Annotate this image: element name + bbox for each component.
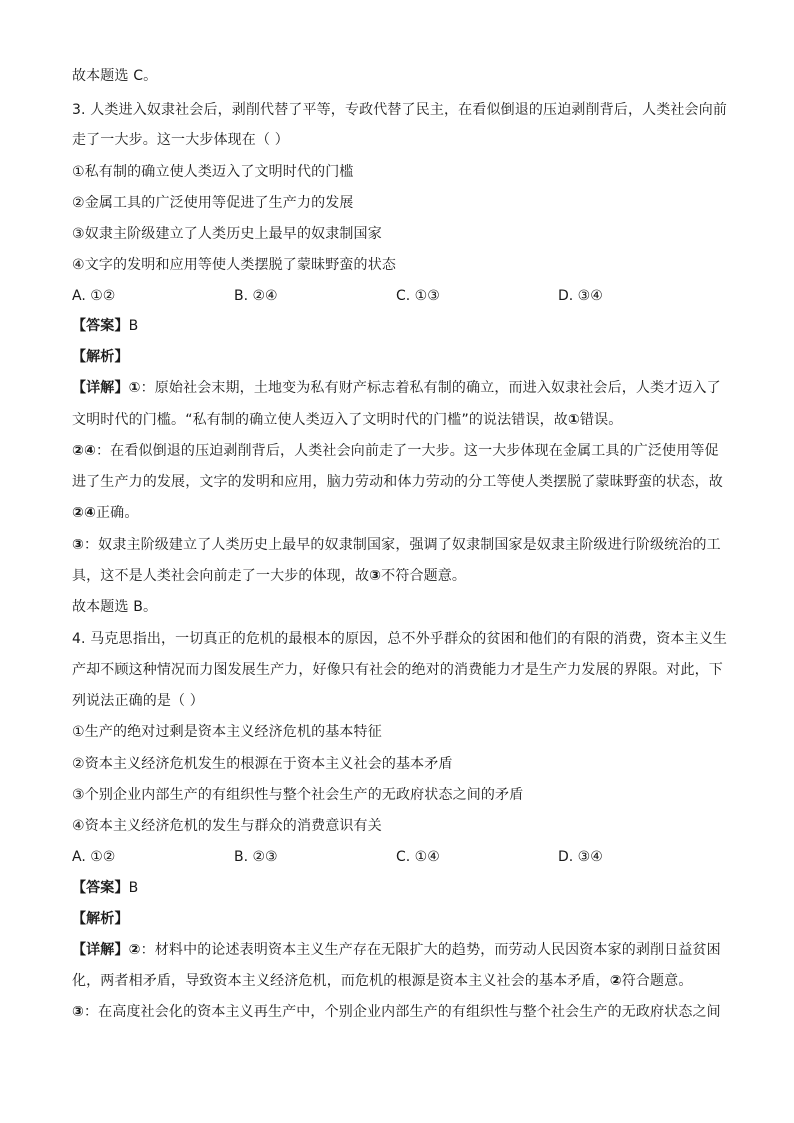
q4-item-4: ④资本主义经济危机的发生与群众的消费意识有关 bbox=[72, 818, 382, 834]
q4-detail-line1 bbox=[72, 940, 732, 960]
q4-option-b: B. ②③ bbox=[234, 849, 278, 865]
q3-conclusion: 故本题选 B。 bbox=[72, 599, 158, 615]
point-mark: ② bbox=[128, 942, 141, 958]
point-mark: ① bbox=[567, 412, 580, 428]
answer-tag: 【答案】 bbox=[72, 318, 129, 334]
detail-text: ：奴隶主阶级建立了人类历史上最早的奴隶制国家，强调了奴隶制国家是奴隶主阶级进行阶级统治的工 bbox=[84, 537, 721, 553]
detail-tag: 【详解】 bbox=[72, 942, 129, 958]
detail-text: ：在高度社会化的资本主义再生产中，个别企业内部生产的有组织性与整个社会生产的无政府状态之间 bbox=[84, 1004, 721, 1020]
q3-detail-line1 bbox=[72, 378, 732, 398]
answer-value: B bbox=[128, 318, 139, 334]
answer-value: B bbox=[128, 880, 139, 896]
detail-text: ：材料中的论述表明资本主义生产存在无限扩大的趋势，而劳动人民因资本家的剥削日益贫困 bbox=[140, 942, 721, 958]
detail-text: 符合题意。 bbox=[621, 973, 693, 989]
detail-text: ：在看似倒退的压迫剥削背后，人类社会向前走了一大步。这一大步体现在金属工具的广泛使用等促 bbox=[96, 443, 719, 459]
detail-text: 错误。 bbox=[579, 412, 623, 428]
detail-tag: 【详解】 bbox=[72, 380, 129, 396]
q4-answer bbox=[72, 878, 732, 898]
q4-analysis-tag: 【解析】 bbox=[72, 911, 129, 927]
detail-text: 化，两者相矛盾，导致资本主义经济危机，而危机的根源是资本主义社会的基本矛盾， bbox=[72, 973, 610, 989]
q3-detail-line3 bbox=[72, 441, 732, 461]
q4-option-d: D. ③④ bbox=[558, 849, 603, 865]
q3-stem-line1: 3. 人类进入奴隶社会后，剥削代替了平等，专政代替了民主，在看似倒退的压迫剥削背后，人类社会向前 bbox=[72, 102, 728, 118]
detail-text: 正确。 bbox=[96, 505, 139, 521]
q3-detail-line5 bbox=[72, 503, 732, 523]
q4-item-3: ③个别企业内部生产的有组织性与整个社会生产的无政府状态之间的矛盾 bbox=[72, 787, 524, 803]
q3-stem-line2: 走了一大步。这一大步体现在（ ） bbox=[72, 132, 289, 148]
q3-detail-line4: 进了生产力的发展，文字的发明和应用，脑力劳动和体力劳动的分工等使人类摆脱了蒙昧野蛮的状态，故 bbox=[72, 474, 723, 490]
q4-detail-line2 bbox=[72, 971, 732, 991]
detail-text: 文明时代的门槛。“私有制的确立使人类迈入了文明时代的门槛”的说法错误，故 bbox=[72, 412, 568, 428]
point-mark: ③ bbox=[369, 568, 382, 584]
point-mark: ② bbox=[609, 973, 622, 989]
detail-text: ：原始社会末期，土地变为私有财产标志着私有制的确立，而进入奴隶社会后，人类才迈入了 bbox=[140, 380, 721, 396]
point-mark: ②④ bbox=[72, 443, 97, 459]
q3-option-b: B. ②④ bbox=[234, 288, 278, 304]
q4-item-1: ①生产的绝对过剩是资本主义经济危机的基本特征 bbox=[72, 724, 382, 740]
q3-option-c: C. ①③ bbox=[396, 288, 440, 304]
point-mark: ③ bbox=[72, 1004, 85, 1020]
q3-option-a: A. ①② bbox=[72, 288, 116, 304]
q3-item-2: ②金属工具的广泛使用等促进了生产力的发展 bbox=[72, 195, 354, 211]
q3-answer bbox=[72, 316, 732, 336]
detail-text: 具，这不是人类社会向前走了一大步的体现，故 bbox=[72, 568, 370, 584]
q4-stem-line2: 产却不顾这种情况而力图发展生产力，好像只有社会的绝对的消费能力才是生产力发展的界限。对此，下 bbox=[72, 662, 723, 678]
prev-conclusion: 故本题选 C。 bbox=[72, 68, 158, 84]
q4-stem-line3: 列说法正确的是（ ） bbox=[72, 693, 204, 709]
q4-detail-line3 bbox=[72, 1002, 732, 1022]
q3-detail-line6 bbox=[72, 535, 732, 555]
q3-detail-line2 bbox=[72, 410, 732, 430]
point-mark: ① bbox=[128, 380, 141, 396]
q4-item-2: ②资本主义经济危机发生的根源在于资本主义社会的基本矛盾 bbox=[72, 756, 453, 772]
q3-option-d: D. ③④ bbox=[558, 288, 603, 304]
q4-stem-line1: 4. 马克思指出，一切真正的危机的最根本的原因，总不外乎群众的贫困和他们的有限的消费，资本主义生 bbox=[72, 631, 728, 647]
point-mark: ②④ bbox=[72, 505, 97, 521]
q4-option-a: A. ①② bbox=[72, 849, 116, 865]
q3-item-3: ③奴隶主阶级建立了人类历史上最早的奴隶制国家 bbox=[72, 226, 382, 242]
point-mark: ③ bbox=[72, 537, 85, 553]
q3-detail-line7 bbox=[72, 566, 732, 586]
detail-text: 不符合题意。 bbox=[381, 568, 467, 584]
q3-analysis-tag: 【解析】 bbox=[72, 349, 129, 365]
q4-option-c: C. ①④ bbox=[396, 849, 440, 865]
q3-item-4: ④文字的发明和应用等使人类摆脱了蒙昧野蛮的状态 bbox=[72, 257, 396, 273]
answer-tag: 【答案】 bbox=[72, 880, 129, 896]
q3-item-1: ①私有制的确立使人类迈入了文明时代的门槛 bbox=[72, 164, 354, 180]
